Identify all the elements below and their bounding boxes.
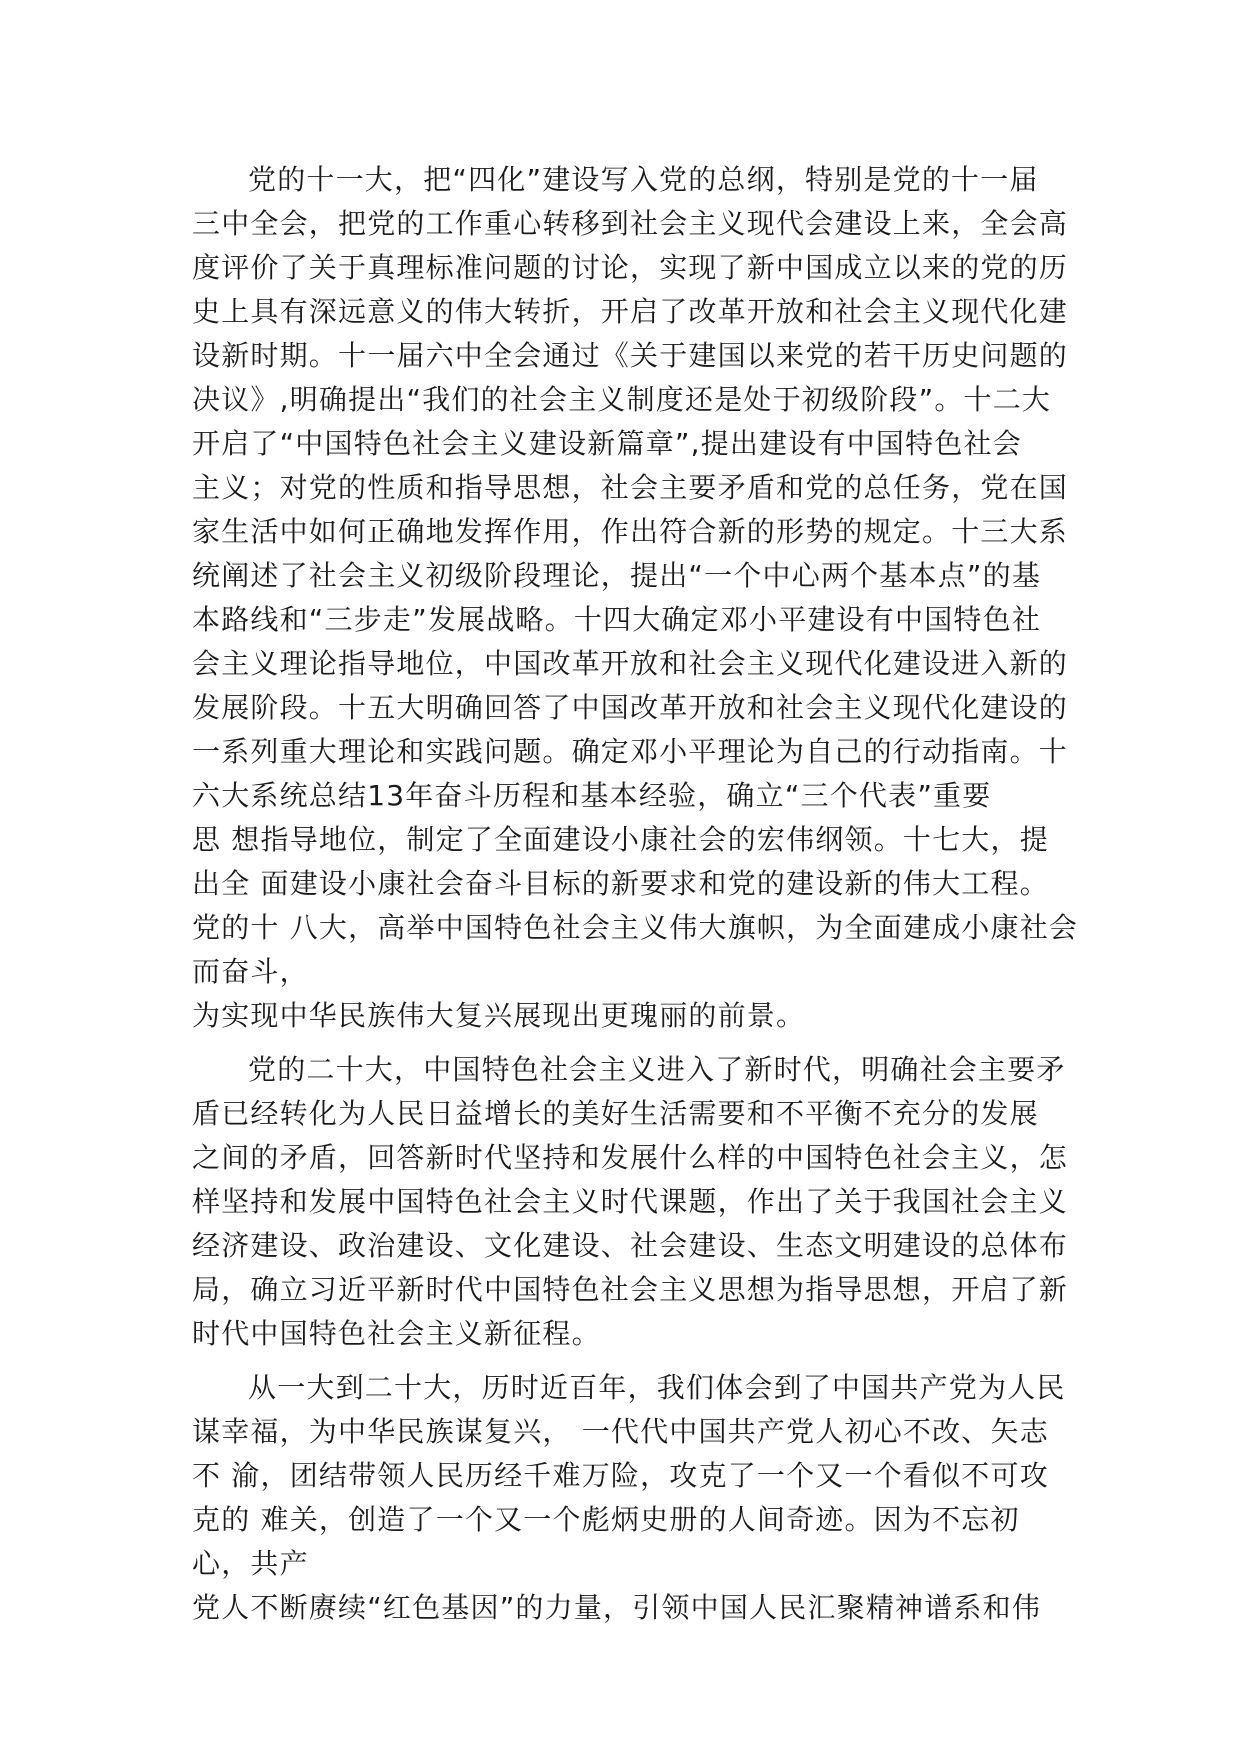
text-line: 决议》,明确提出“我们的社会主义制度还是处于初级阶段”。十二大 (192, 383, 1052, 416)
text-line: 经济建设、政治建设、文化建设、社会建设、生态文明建设的总体布 (192, 1229, 1069, 1262)
text-line: 统阐述了社会主义初级阶段理论，提出“一个中心两个基本点”的基 (192, 559, 1042, 592)
text-line: 发展阶段。十五大明确回答了中国改革开放和社会主义现代化建设的 (192, 691, 1069, 724)
text-line: 出全 面建设小康社会奋斗目标的新要求和党的建设新的伟大工程。 (192, 867, 1049, 900)
text-line: 会主义理论指导地位，中国改革开放和社会主义现代化建设进入新的 (192, 647, 1069, 680)
text-line: 时代中国特色社会主义新征程。 (192, 1317, 601, 1350)
text-line: 度评价了关于真理标准问题的讨论，实现了新中国成立以来的党的历 (192, 251, 1069, 284)
text-line: 党的二十大，中国特色社会主义进入了新时代，明确社会主要矛 (248, 1053, 1066, 1086)
text-line: 思 想指导地位，制定了全面建设小康社会的宏伟纲领。十七大，提 (192, 823, 1049, 856)
text-line: 一系列重大理论和实践问题。确定邓小平理论为自己的行动指南。十 (192, 735, 1069, 768)
text-line: 样坚持和发展中国特色社会主义时代课题，作出了关于我国社会主义 (192, 1185, 1069, 1218)
document-body (192, 158, 1079, 1640)
text-line: 之间的矛盾，回答新时代坚持和发展什么样的中国特色社会主义，怎 (192, 1141, 1069, 1174)
text-line: 谋幸福，为中华民族谋复兴， 一代代中国共产党人初心不改、矢志 (192, 1415, 1049, 1448)
text-line: 盾已经转化为人民日益增长的美好生活需要和不平衡不充分的发展 (192, 1097, 1039, 1130)
text-line: 党的十 八大，高举中国特色社会主义伟大旗帜，为全面建成小康社会 (192, 911, 1079, 944)
text-line: 局，确立习近平新时代中国特色社会主义思想为指导思想，开启了新 (192, 1273, 1069, 1306)
text-line: 不 渝，团结带领人民历经千难万险，攻克了一个又一个看似不可攻 (192, 1459, 1049, 1492)
text-line: 史上具有深远意义的伟大转折，开启了改革开放和社会主义现代化建 (192, 295, 1069, 328)
paragraph-1 (192, 158, 1079, 1038)
text-line: 心，共产 (192, 1547, 309, 1580)
paragraph-2 (192, 1048, 1069, 1356)
text-line: 设新时期。十一届六中全会通过《关于建国以来党的若干历史问题的 (192, 339, 1069, 372)
text-line: 党的十一大，把“四化”建设写入党的总纲，特别是党的十一届 (248, 163, 1039, 196)
text-line: 开启了“中国特色社会主义建设新篇章”,提出建设有中国特色社会 (192, 427, 1022, 460)
text-line: 党人不断赓续“红色基因”的力量，引领中国人民汇聚精神谱系和伟 (192, 1591, 1042, 1624)
text-line: 克的 难关，创造了一个又一个彪炳史册的人间奇迹。因为不忘初 (192, 1503, 1020, 1536)
text-line: 六大系统总结13年奋斗历程和基本经验，确立“三个代表”重要 (192, 779, 992, 812)
text-line: 而奋斗， (192, 955, 309, 988)
text-line: 三中全会，把党的工作重心转移到社会主义现代会建设上来，全会高 (192, 207, 1069, 240)
text-line: 为实现中华民族伟大复兴展现出更瑰丽的前景。 (192, 999, 806, 1032)
paragraph-3 (192, 1366, 1066, 1630)
text-line: 从一大到二十大，历时近百年，我们体会到了中国共产党为人民 (248, 1371, 1066, 1404)
text-line: 家生活中如何正确地发挥作用，作出符合新的形势的规定。十三大系 (192, 515, 1069, 548)
text-line: 主义；对党的性质和指导思想，社会主要矛盾和党的总任务，党在国 (192, 471, 1069, 504)
text-line: 本路线和“三步走”发展战略。十四大确定邓小平建设有中国特色社 (192, 603, 1042, 636)
